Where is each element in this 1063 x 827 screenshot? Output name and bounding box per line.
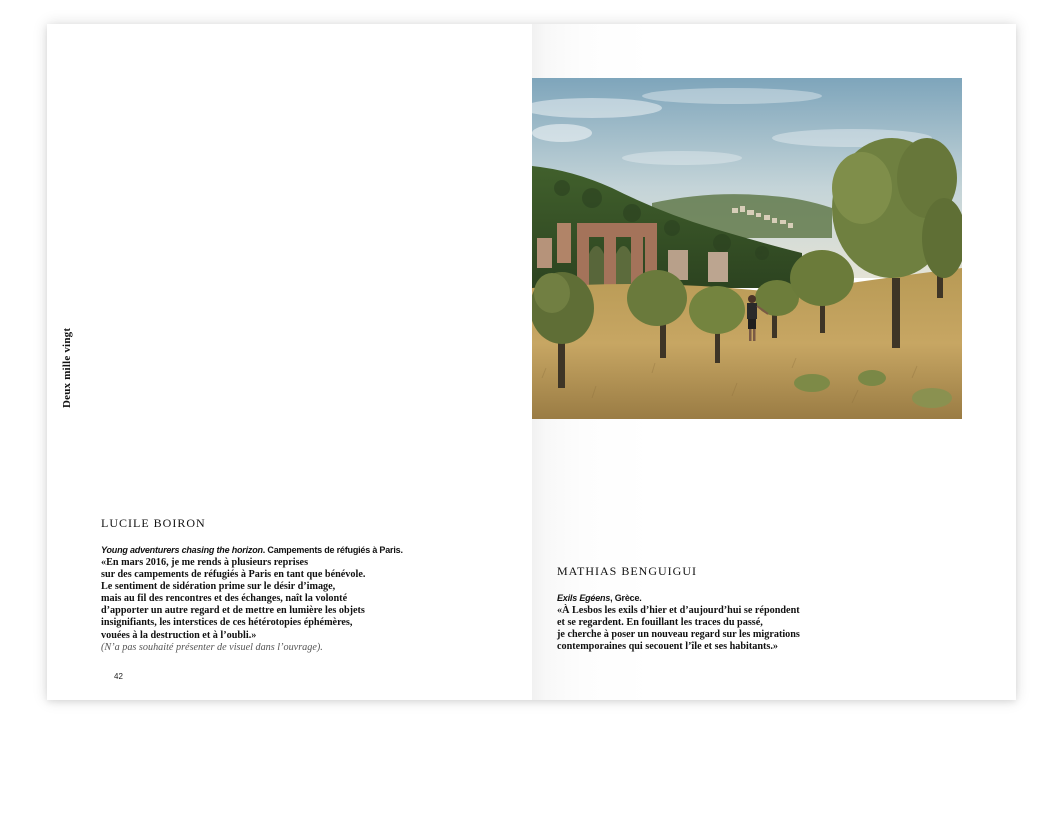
work-subtitle: . Campements de réfugiés à Paris. <box>262 545 403 555</box>
statement-line: insignifiants, les interstices de ces hétérotopies éphémères, <box>101 617 353 629</box>
work-title: Exils Egéens <box>557 593 611 603</box>
landscape-photo <box>532 78 962 419</box>
statement-line: «À Lesbos les exils d’hier et d’aujourd’hui se répondent <box>557 605 800 616</box>
photo-illustration <box>532 78 962 419</box>
page-number: 42 <box>114 672 123 681</box>
editorial-note: (N’a pas souhaité présenter de visuel dans l’ouvrage). <box>101 641 323 653</box>
lucile-boiron-entry <box>101 516 501 654</box>
author-name: MATHIAS BENGUIGUI <box>557 564 697 578</box>
statement-line: sur des campements de réfugiés à Paris en tant que bénévole. <box>101 569 366 581</box>
statement-text <box>557 605 987 653</box>
author-name: LUCILE BOIRON <box>101 516 206 530</box>
statement-line: vouées à la destruction et à l’oubli.» <box>101 629 257 641</box>
work-title: Young adventurers chasing the horizon <box>101 545 263 555</box>
right-page <box>532 24 1016 700</box>
statement-line: d’apporter un autre regard et de mettre en lumière les objets <box>101 605 365 617</box>
left-page <box>47 24 532 700</box>
work-subtitle: , Grèce. <box>610 593 642 603</box>
running-title: Deux mille vingt <box>61 327 73 408</box>
statement-line: et se regardent. En fouillant les traces du passé, <box>557 617 763 629</box>
statement-line: je cherche à poser un nouveau regard sur les migrations <box>557 629 800 641</box>
book-spread <box>47 24 1016 700</box>
statement-line: contemporaines qui secouent l’île et ses habitants.» <box>557 641 779 653</box>
statement-line: «En mars 2016, je me rends à plusieurs reprises <box>101 557 309 568</box>
mathias-benguigui-entry <box>557 564 987 653</box>
statement-text <box>101 557 501 642</box>
statement-line: Le sentiment de sidération prime sur le désir d’image, <box>101 581 336 593</box>
statement-line: mais au fil des rencontres et des échanges, naît la volonté <box>101 593 348 605</box>
work-caption <box>557 593 987 603</box>
work-caption <box>101 545 501 555</box>
